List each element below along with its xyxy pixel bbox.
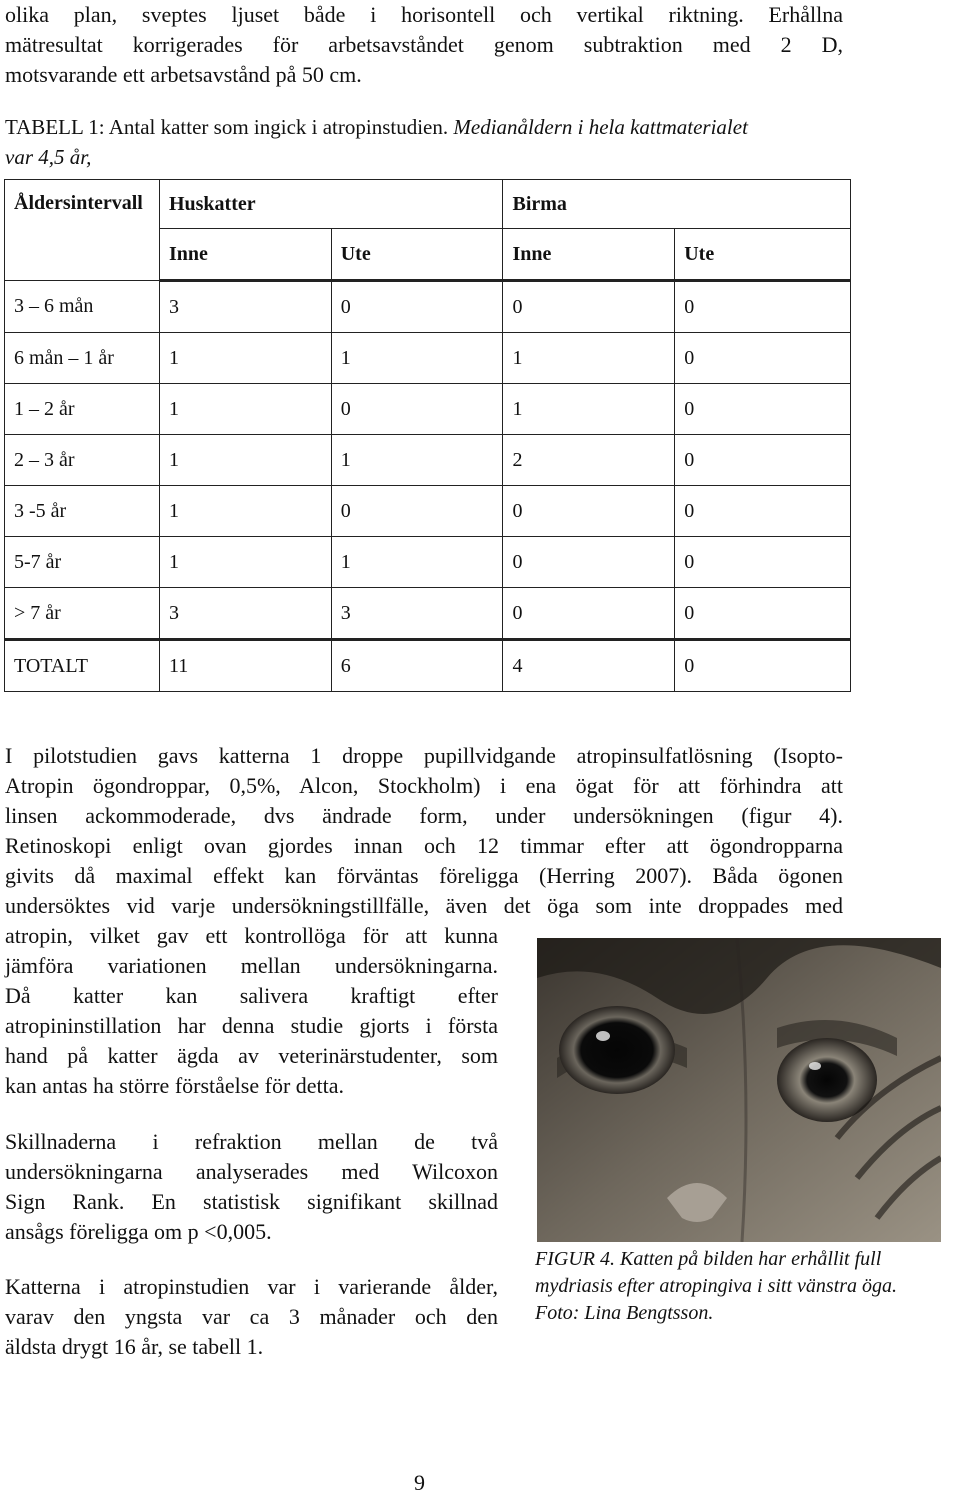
text-line: hand på katter ägda av veterinärstudenter, som	[5, 1043, 498, 1068]
table-cell: 0	[503, 486, 675, 537]
text-line: givits då maximal effekt kan förväntas föreligga (Herring 2007). Båda ögonen	[5, 863, 843, 888]
table-cell: 0	[503, 537, 675, 588]
header-age: Åldersintervall	[5, 180, 160, 281]
text-line: jämföra variationen mellan undersökningarna.	[5, 953, 498, 978]
cat-face-illustration	[537, 938, 941, 1242]
text-line: motsvarande ett arbetsavstånd på 50 cm.	[5, 62, 362, 87]
text-line: undersökningarna analyserades med Wilcoxon	[5, 1159, 498, 1184]
text-line: linsen ackommoderade, dvs ändrade form, under undersökningen (figur 4).	[5, 803, 843, 828]
table-cell: 1	[159, 333, 331, 384]
table-cell: 3 -5 år	[5, 486, 160, 537]
table-cell: 1	[159, 486, 331, 537]
text-line: kan antas ha större förståelse för detta.	[5, 1073, 345, 1098]
table-cell: 0	[675, 537, 851, 588]
table-cell: 0	[331, 384, 503, 435]
table-cell: 4	[503, 640, 675, 692]
table-cell: 3 – 6 mån	[5, 281, 160, 333]
text-line: atropin, vilket gav ett kontrollöga för att kunna	[5, 923, 498, 948]
table-cell: 1	[331, 333, 503, 384]
text-line: I pilotstudien gavs katterna 1 droppe pupillvidgande atropinsulfatlösning (Isopto-	[5, 743, 843, 768]
text-line: varav den yngsta var ca 3 månader och den	[5, 1304, 498, 1329]
table-cell: 1	[503, 333, 675, 384]
table-cell: TOTALT	[5, 640, 160, 692]
table-title	[5, 112, 845, 172]
figure-caption	[535, 1246, 960, 1327]
table-cell: 0	[331, 281, 503, 333]
table-cell: 0	[675, 435, 851, 486]
table-row	[5, 435, 851, 486]
table-total-row	[5, 640, 851, 692]
age-table	[4, 179, 851, 692]
text-line: mätresultat korrigerades för arbetsavståndet genom subtraktion med 2 D,	[5, 32, 843, 57]
cat-photo	[537, 938, 941, 1242]
text-line: Skillnaderna i refraktion mellan de två	[5, 1129, 498, 1154]
table-cell: 0	[503, 281, 675, 333]
table-cell: 0	[331, 486, 503, 537]
table-cell: 6	[331, 640, 503, 692]
text-line: undersöktes vid varje undersökningstillfälle, även det öga som inte droppades med	[5, 893, 843, 918]
body-paragraph-3	[5, 1272, 498, 1362]
text-line: Då katter kan salivera kraftigt efter	[5, 983, 498, 1008]
table-caption-rest: Medianåldern i hela kattmaterialet	[448, 115, 748, 139]
table-cell: 0	[675, 588, 851, 640]
caption-line: Foto: Lina Bengtsson.	[535, 1302, 714, 1324]
intro-paragraph	[5, 0, 843, 90]
table-cell: 5-7 år	[5, 537, 160, 588]
caption-line: mydriasis efter atropingiva i sitt vänstra öga.	[535, 1275, 898, 1297]
caption-line: FIGUR 4. Katten på bilden har erhållit full	[535, 1248, 882, 1270]
table-cell: 1 – 2 år	[5, 384, 160, 435]
text-line: olika plan, sveptes ljuset både i horisontell och vertikal riktning. Erhållna	[5, 2, 843, 27]
table-header-row	[5, 180, 851, 229]
text-line: Atropin ögondroppar, 0,5%, Alcon, Stockholm) i ena ögat för att förhindra att	[5, 773, 843, 798]
table-cell: 2	[503, 435, 675, 486]
table-row	[5, 384, 851, 435]
text-line: ansågs föreligga om p <0,005.	[5, 1219, 272, 1244]
table-cell: 1	[503, 384, 675, 435]
table-cell: 1	[331, 435, 503, 486]
table-cell: 11	[159, 640, 331, 692]
table-row	[5, 537, 851, 588]
body-paragraph-1	[5, 741, 843, 921]
table-label: TABELL 1: Antal katter som ingick i atropinstudien.	[5, 115, 449, 139]
table-cell: 3	[159, 588, 331, 640]
text-line: Katterna i atropinstudien var i varierande ålder,	[5, 1274, 498, 1299]
table-row	[5, 486, 851, 537]
table-cell: 6 mån – 1 år	[5, 333, 160, 384]
page-number: 9	[414, 1470, 425, 1495]
table-cell: 0	[675, 486, 851, 537]
table-cell: 1	[159, 384, 331, 435]
header-birma: Birma	[503, 180, 851, 229]
text-line: atropininstillation har denna studie gjorts i första	[5, 1013, 498, 1038]
table-row	[5, 281, 851, 333]
text-line: äldsta drygt 16 år, se tabell 1.	[5, 1334, 264, 1359]
table-cell: 0	[675, 384, 851, 435]
table-caption-line2: var 4,5 år,	[5, 145, 92, 169]
table-cell: 0	[675, 281, 851, 333]
text-line: Retinoskopi enligt ovan gjordes innan och 12 timmar efter att ögondropparna	[5, 833, 843, 858]
table-row	[5, 588, 851, 640]
subheader-cell: Inne	[503, 229, 675, 281]
cat-eye-left	[559, 1006, 675, 1094]
subheader-cell: Ute	[331, 229, 503, 281]
table-cell: 1	[331, 537, 503, 588]
table-cell: 2 – 3 år	[5, 435, 160, 486]
table-cell: 3	[331, 588, 503, 640]
text-line: Sign Rank. En statistisk signifikant skillnad	[5, 1189, 498, 1214]
body-paragraph-2	[5, 1127, 498, 1247]
table-cell: 0	[503, 588, 675, 640]
table-cell: 0	[675, 333, 851, 384]
subheader-cell: Ute	[675, 229, 851, 281]
table-cell: 1	[159, 537, 331, 588]
subheader-cell: Inne	[159, 229, 331, 281]
body-paragraph-1-continued	[5, 921, 498, 1101]
table-row	[5, 333, 851, 384]
table-cell: 0	[675, 640, 851, 692]
header-house: Huskatter	[159, 180, 503, 229]
table-cell: 3	[159, 281, 331, 333]
table-cell: 1	[159, 435, 331, 486]
table-cell: > 7 år	[5, 588, 160, 640]
